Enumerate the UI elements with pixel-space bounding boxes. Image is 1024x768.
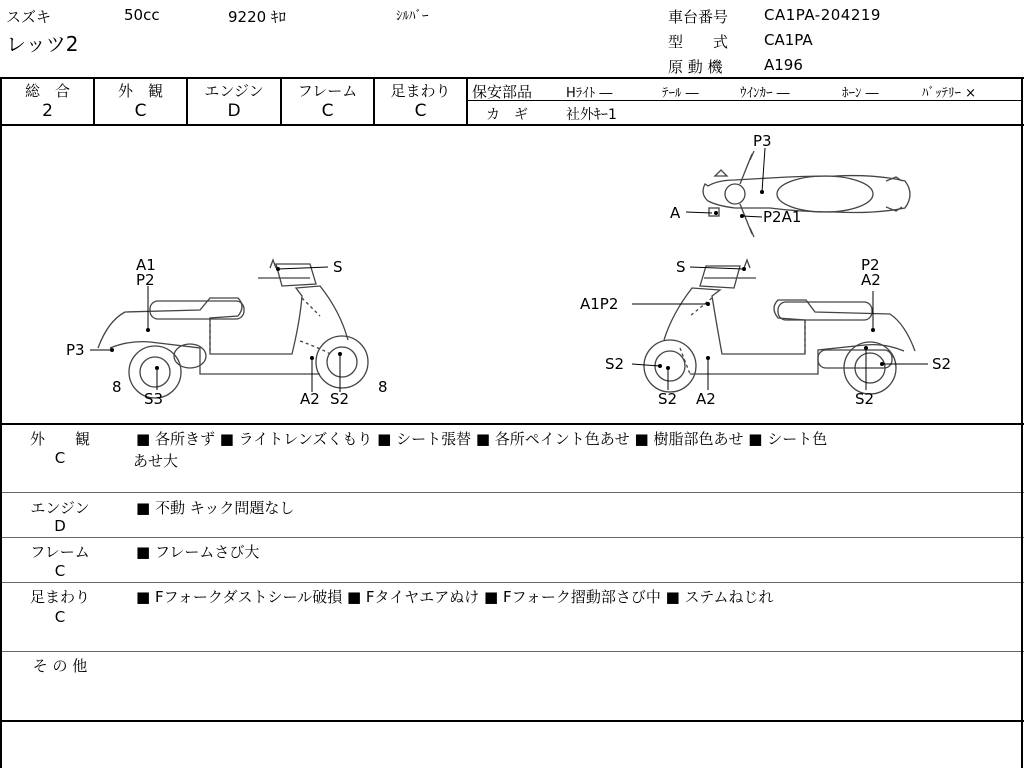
- type-value: CA1PA: [764, 31, 813, 49]
- remark-engine-label: エンジン: [30, 499, 90, 517]
- divider: [0, 492, 1024, 493]
- label-left-s3: S3: [144, 390, 164, 408]
- grade-frame-value: C: [321, 101, 334, 121]
- grade-engine-label: エンジン: [204, 82, 264, 100]
- label-right-s2-rear-bottom: S2: [855, 390, 875, 408]
- chassis-label: 車台番号: [668, 8, 729, 26]
- grade-suspension-label: 足まわり: [390, 82, 451, 100]
- grade-frame-label: フレーム: [297, 82, 358, 100]
- safety-item-headlight: Hﾗｲﾄ ―: [566, 86, 613, 101]
- safety-label: 保安部品: [472, 83, 533, 101]
- label-right-s: S: [676, 258, 686, 276]
- remark-exterior-label: 外 観: [29, 430, 90, 448]
- engine-value: A196: [764, 56, 803, 74]
- remark-frame-grade: C: [54, 562, 66, 580]
- label-left-p2: P2: [136, 271, 155, 289]
- grade-total-label: 総 合: [24, 82, 70, 100]
- label-top-a: A: [670, 204, 681, 222]
- label-right-a2-bottom: A2: [696, 390, 716, 408]
- grade-suspension-value: C: [414, 101, 427, 121]
- safety-item-horn: ﾎｰﾝ ―: [842, 86, 879, 101]
- label-right-s2-front: S2: [605, 355, 625, 373]
- remark-exterior-text: ■ 各所きず ■ ライトレンズくもり ■ シート張替 ■ 各所ペイント色あせ ■ 樹脂部色あせ ■ シート色: [136, 430, 828, 448]
- engine-label: 原 動 機: [668, 58, 723, 76]
- divider: [0, 537, 1024, 538]
- type-label: 型 式: [668, 33, 729, 51]
- label-top-p2a1: P2A1: [763, 208, 802, 226]
- label-left-p3: P3: [66, 341, 85, 359]
- scooter-top-view: [703, 151, 910, 237]
- remark-suspension-label: 足まわり: [29, 588, 90, 606]
- grade-total-value: 2: [42, 101, 53, 121]
- divider: [0, 77, 1024, 79]
- key-value: 社外ｷｰ1: [566, 107, 617, 123]
- label-left-a1: A1: [136, 256, 156, 274]
- divider: [0, 582, 1024, 583]
- label-right-p2: P2: [861, 256, 880, 274]
- divider: [466, 78, 468, 124]
- label-left-a2: A2: [300, 390, 320, 408]
- remark-frame-text: ■ フレームさび大: [136, 543, 260, 561]
- remark-engine-grade: D: [54, 517, 66, 535]
- scooter-diagram: [0, 126, 1024, 422]
- chassis-value: CA1PA-204219: [764, 6, 881, 24]
- grade-exterior-value: C: [134, 101, 147, 121]
- remark-exterior-text-cont: あせ大: [133, 452, 179, 470]
- label-right-a2: A2: [861, 271, 881, 289]
- divider: [0, 651, 1024, 652]
- grade-engine-value: D: [227, 101, 241, 121]
- divider: [0, 423, 1024, 425]
- grade-exterior-label: 外 観: [117, 82, 163, 100]
- label-left-s: S: [333, 258, 343, 276]
- color: ｼﾙﾊﾞｰ: [396, 9, 429, 24]
- safety-item-tail: ﾃｰﾙ ―: [662, 86, 699, 101]
- model-name: レッツ2: [6, 32, 79, 56]
- remark-exterior-grade: C: [54, 449, 66, 467]
- divider: [0, 720, 1024, 722]
- safety-item-battery: ﾊﾞｯﾃﾘｰ ×: [922, 86, 977, 101]
- remark-engine-text: ■ 不動 キック問題なし: [136, 499, 295, 517]
- label-right-s2-bottom: S2: [658, 390, 678, 408]
- mileage: 9220 ｷﾛ: [228, 8, 286, 26]
- label-left-8-rear: 8: [378, 378, 388, 396]
- remark-suspension-grade: C: [54, 608, 66, 626]
- label-left-8-front: 8: [112, 378, 122, 396]
- maker: スズキ: [6, 8, 52, 26]
- label-left-s2: S2: [330, 390, 350, 408]
- remark-other-label: そ の 他: [32, 657, 88, 675]
- label-top-p3: P3: [753, 132, 772, 150]
- remark-frame-label: フレーム: [30, 543, 90, 561]
- displacement: 50cc: [124, 6, 160, 24]
- label-right-a1p2: A1P2: [580, 295, 619, 313]
- label-right-s2-rear: S2: [932, 355, 952, 373]
- safety-item-winker: ｳｲﾝｶｰ ―: [740, 86, 790, 101]
- remark-suspension-text: ■ Fフォークダストシール破損 ■ Fタイヤエアぬけ ■ Fフォーク摺動部さび中 ■ ステムねじれ: [136, 588, 774, 606]
- key-label: カ ギ: [486, 107, 528, 123]
